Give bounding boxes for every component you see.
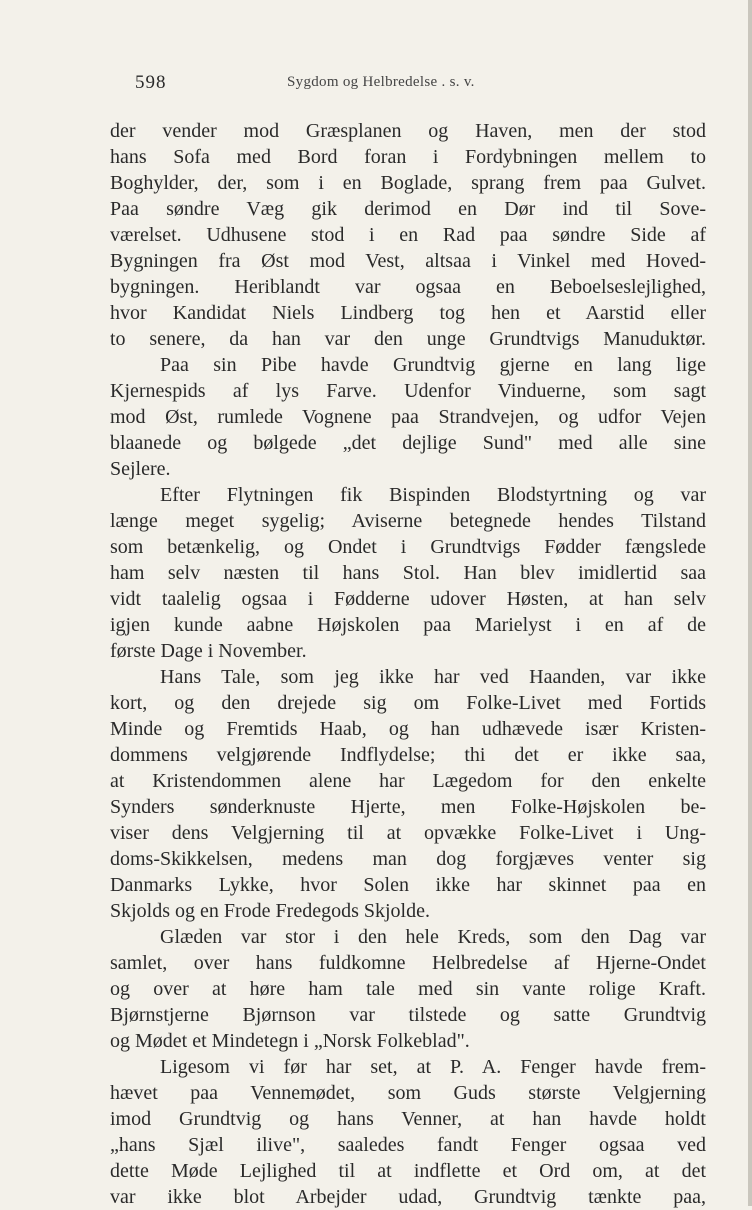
- text-line: værelset. Udhusene stod i en Rad paa søndre Side af: [110, 224, 706, 246]
- text-line: Hans Tale, som jeg ikke har ved Haanden, var ikke: [160, 666, 706, 688]
- text-line: Sejlere.: [110, 458, 171, 480]
- text-line: ham selv næsten til hans Stol. Han blev imidlertid saa: [110, 562, 706, 584]
- text-line: første Dage i November.: [110, 640, 307, 662]
- text-line: „hans Sjæl ilive", saaledes fandt Fenger ogsaa ved: [110, 1134, 706, 1156]
- text-line: Glæden var stor i den hele Kreds, som den Dag var: [160, 926, 706, 948]
- text-line: Paa sin Pibe havde Grundtvig gjerne en lang lige: [160, 354, 706, 376]
- text-line: blaanede og bølgede „det dejlige Sund" med alle sine: [110, 432, 706, 454]
- text-line: dette Møde Lejlighed til at indflette et Ord om, at det: [110, 1160, 706, 1182]
- text-line: længe meget sygelig; Aviserne betegnede hendes Tilstand: [110, 510, 706, 532]
- text-line: hvor Kandidat Niels Lindberg tog hen et Aarstid eller: [110, 302, 706, 324]
- text-line: som betænkelig, og Ondet i Grundtvigs Fødder fængslede: [110, 536, 706, 558]
- text-line: vidt taalelig ogsaa i Fødderne udover Høsten, at han selv: [110, 588, 706, 610]
- text-line: Boghylder, der, som i en Boglade, sprang frem paa Gulvet.: [110, 172, 706, 194]
- text-line: bygningen. Heriblandt var ogsaa en Beboelseslejlighed,: [110, 276, 706, 298]
- text-line: Minde og Fremtids Haab, og han udhævede især Kristen-: [110, 718, 706, 740]
- running-title: Sygdom og Helbredelse . s. v.: [287, 74, 475, 90]
- text-line: Synders sønderknuste Hjerte, men Folke-Højskolen be-: [110, 796, 706, 818]
- text-line: Efter Flytningen fik Bispinden Blodstyrtning og var: [160, 484, 706, 506]
- text-line: at Kristendommen alene har Lægedom for den enkelte: [110, 770, 706, 792]
- page-number: 598: [135, 72, 167, 93]
- text-line: Bygningen fra Øst mod Vest, altsaa i Vinkel med Hoved-: [110, 250, 706, 272]
- text-line: doms-Skikkelsen, medens man dog forgjæves venter sig: [110, 848, 706, 870]
- text-line: og Mødet et Mindetegn i „Norsk Folkeblad".: [110, 1030, 470, 1052]
- text-line: Ligesom vi før har set, at P. A. Fenger havde frem-: [160, 1056, 706, 1078]
- text-line: kort, og den drejede sig om Folke-Livet med Fortids: [110, 692, 706, 714]
- text-line: dommens velgjørende Indflydelse; thi det er ikke saa,: [110, 744, 706, 766]
- text-line: samlet, over hans fuldkomne Helbredelse af Hjerne-Ondet: [110, 952, 706, 974]
- text-line: var ikke blot Arbejder udad, Grundtvig tænkte paa,: [110, 1186, 706, 1208]
- text-line: og over at høre ham tale med sin vante rolige Kraft.: [110, 978, 706, 1000]
- text-line: Danmarks Lykke, hvor Solen ikke har skinnet paa en: [110, 874, 706, 896]
- text-line: imod Grundtvig og hans Venner, at han havde holdt: [110, 1108, 706, 1130]
- text-line: igjen kunde aabne Højskolen paa Marielyst i en af de: [110, 614, 706, 636]
- page-header: [135, 72, 695, 98]
- text-line: viser dens Velgjerning til at opvække Folke-Livet i Ung-: [110, 822, 706, 844]
- page-edge: [748, 0, 752, 1206]
- text-line: Skjolds og en Frode Fredegods Skjolde.: [110, 900, 430, 922]
- text-line: hævet paa Vennemødet, som Guds største Velgjerning: [110, 1082, 706, 1104]
- body-text: [110, 118, 706, 1210]
- text-line: der vender mod Græsplanen og Haven, men der stod: [110, 120, 706, 142]
- text-line: Kjernespids af lys Farve. Udenfor Vinduerne, som sagt: [110, 380, 706, 402]
- text-line: to senere, da han var den unge Grundtvigs Manuduktør.: [110, 328, 706, 350]
- text-line: hans Sofa med Bord foran i Fordybningen mellem to: [110, 146, 706, 168]
- text-line: Bjørnstjerne Bjørnson var tilstede og satte Grundtvig: [110, 1004, 706, 1026]
- text-line: mod Øst, rumlede Vognene paa Strandvejen, og udfor Vejen: [110, 406, 706, 428]
- text-line: Paa søndre Væg gik derimod en Dør ind til Sove-: [110, 198, 706, 220]
